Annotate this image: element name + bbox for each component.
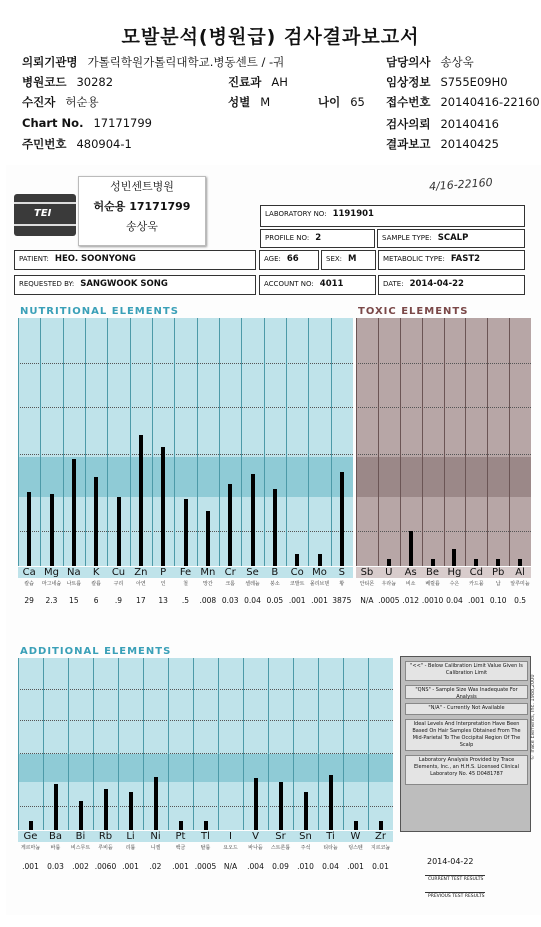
korean-I: 요오드 <box>223 845 238 851</box>
metabolic-box: METABOLIC TYPE: FAST2 <box>378 250 525 270</box>
value-W: .001 <box>347 862 364 871</box>
element-column <box>509 318 510 566</box>
element-column <box>293 658 294 830</box>
info-key: Chart No. <box>22 116 84 130</box>
toxic-chart <box>356 318 531 566</box>
value-Mn: .008 <box>199 596 217 605</box>
value-Al: 0.5 <box>514 596 527 605</box>
value-Co: .001 <box>288 596 306 605</box>
value-Hg: 0.04 <box>446 596 463 605</box>
symbol-Se: Se <box>241 567 263 578</box>
current-line <box>425 875 485 876</box>
symbol-S: S <box>331 567 353 578</box>
page-title: 모발분석(병원급) 검사결과보고서 <box>121 26 420 48</box>
element-column <box>343 658 344 830</box>
value-Rb: .0060 <box>94 862 117 871</box>
symbol-Pt: Pt <box>168 831 193 842</box>
korean-Sb: 안티몬 <box>359 581 375 587</box>
additional-chart <box>18 658 393 830</box>
info-value: AH <box>271 75 288 89</box>
element-column <box>368 658 369 830</box>
korean-S: 황 <box>339 581 345 587</box>
info-3-1 <box>386 116 499 132</box>
korean-B: 붕소 <box>269 581 280 587</box>
element-column <box>43 658 44 830</box>
korean-Mo: 몰리브덴 <box>309 581 330 587</box>
lab-logo: TEI <box>14 194 76 236</box>
element-column <box>118 658 119 830</box>
bar-Se <box>251 474 255 566</box>
symbol-Ge: Ge <box>18 831 43 842</box>
bar-Pb <box>496 559 500 566</box>
korean-Cu: 구리 <box>113 581 124 587</box>
symbol-Al: Al <box>509 567 531 578</box>
element-column <box>487 318 488 566</box>
previous-line <box>425 892 485 893</box>
bar-B <box>273 489 277 566</box>
korean-W: 텅스텐 <box>348 845 363 851</box>
korean-Co: 코발트 <box>289 581 305 587</box>
symbol-U: U <box>378 567 400 578</box>
bar-Li <box>129 792 133 830</box>
bar-V <box>254 778 258 830</box>
bar-Zn <box>139 435 143 566</box>
info-value: M <box>260 95 271 109</box>
element-column <box>218 658 219 830</box>
bar-S <box>340 472 344 566</box>
bar-Tl <box>204 821 208 830</box>
symbol-Mg: Mg <box>40 567 62 578</box>
symbol-Tl: Tl <box>193 831 218 842</box>
info-2-1 <box>228 94 270 110</box>
korean-Ni: 니켈 <box>150 845 161 851</box>
bar-Zr <box>379 821 383 830</box>
element-column <box>286 318 287 566</box>
legend-ideal: Ideal Levels And Interpretation Have Been Based On Hair Samples Obtained From The Mid-Parietal To The Occipital Region Of The Scalp <box>405 719 528 751</box>
element-column <box>197 318 198 566</box>
info-key: 주민번호 <box>22 137 67 151</box>
symbol-Hg: Hg <box>444 567 466 578</box>
grid-line <box>18 806 393 807</box>
korean-Ge: 게르마늄 <box>20 845 41 851</box>
info-key: 진료과 <box>228 75 262 89</box>
info-1-0 <box>22 74 113 90</box>
bar-Al <box>518 559 522 566</box>
bar-U <box>387 559 391 566</box>
symbol-Ti: Ti <box>318 831 343 842</box>
korean-U: 우라늄 <box>381 581 397 587</box>
element-column <box>93 658 94 830</box>
symbol-Zr: Zr <box>368 831 393 842</box>
korean-Sn: 주석 <box>300 845 311 851</box>
korean-V: 바나듐 <box>248 845 263 851</box>
element-column <box>264 318 265 566</box>
symbol-Li: Li <box>118 831 143 842</box>
element-column <box>18 318 19 566</box>
value-Cu: .9 <box>114 596 123 605</box>
element-column <box>85 318 86 566</box>
symbol-Mo: Mo <box>308 567 330 578</box>
info-value: 20140416 <box>440 117 499 131</box>
bar-As <box>409 531 413 566</box>
bar-Ba <box>54 784 58 830</box>
info-key: 검사의뢰 <box>386 117 431 131</box>
korean-Se: 셀레늄 <box>245 581 260 587</box>
value-Pb: 0.10 <box>489 596 507 605</box>
bar-Co <box>295 554 299 566</box>
symbol-Na: Na <box>63 567 85 578</box>
symbol-Fe: Fe <box>174 567 196 578</box>
korean-Tl: 탈륨 <box>200 845 211 851</box>
value-Ca: 29 <box>24 596 34 605</box>
lab-no-box: LABORATORY NO: 1191901 <box>260 205 525 227</box>
korean-Pb: 납 <box>495 581 501 587</box>
hospital-sticker <box>78 176 206 246</box>
nutritional-title: NUTRITIONAL ELEMENTS <box>20 306 179 317</box>
date-box: DATE: 2014-04-22 <box>378 275 525 295</box>
symbol-Cu: Cu <box>107 567 129 578</box>
korean-Rb: 루비듐 <box>98 845 113 851</box>
legend-na: "N/A" - Currently Not Available <box>405 703 528 715</box>
symbol-I: I <box>218 831 243 842</box>
korean-Be: 베릴륨 <box>425 581 440 587</box>
value-Na: 15 <box>69 596 79 605</box>
info-3-0 <box>22 116 152 130</box>
element-column <box>18 658 19 830</box>
value-Ba: 0.03 <box>47 862 64 871</box>
info-2-3 <box>386 94 540 110</box>
korean-Sr: 스트론튬 <box>270 845 291 851</box>
value-Sn: .010 <box>297 862 314 871</box>
element-column <box>444 318 445 566</box>
symbol-Sb: Sb <box>356 567 378 578</box>
symbol-Be: Be <box>422 567 444 578</box>
additional-title: ADDITIONAL ELEMENTS <box>20 646 172 657</box>
info-key: 임상정보 <box>386 75 431 89</box>
info-value: 20140416-22160 <box>440 95 540 109</box>
element-column <box>63 318 64 566</box>
value-Se: 0.04 <box>244 596 261 605</box>
element-column <box>152 318 153 566</box>
bar-Rb <box>104 789 108 830</box>
value-Tl: .0005 <box>194 862 217 871</box>
info-0-0 <box>22 54 284 70</box>
value-S: 3875 <box>332 596 352 605</box>
legend-calibration: "<<" - Below Calibration Limit Value Given Is Calibration Limit <box>405 661 528 681</box>
value-K: 6 <box>93 596 99 605</box>
value-Cr: 0.03 <box>221 596 239 605</box>
requested-box: REQUESTED BY: SANGWOOK SONG <box>14 275 256 295</box>
info-key: 성별 <box>228 95 251 109</box>
info-0-1 <box>386 54 474 70</box>
korean-Na: 나트륨 <box>66 581 82 587</box>
symbol-Rb: Rb <box>93 831 118 842</box>
info-key: 접수번호 <box>386 95 431 109</box>
element-column <box>241 318 242 566</box>
symbol-V: V <box>243 831 268 842</box>
account-box: ACCOUNT NO: 4011 <box>259 275 376 295</box>
value-Li: .001 <box>122 862 139 871</box>
patient-box: PATIENT: HEO. SOONYONG <box>14 250 256 270</box>
sticker-doctor: 송상욱 <box>126 220 158 233</box>
korean-Zn: 아연 <box>135 581 146 587</box>
value-Zr: 0.01 <box>372 862 389 871</box>
info-key: 수진자 <box>22 95 56 109</box>
profile-box: PROFILE NO: 2 <box>260 229 375 248</box>
bar-Cr <box>228 484 232 566</box>
element-column <box>308 318 309 566</box>
korean-Fe: 철 <box>183 581 188 587</box>
element-column <box>268 658 269 830</box>
korean-Ca: 칼슘 <box>24 581 34 587</box>
value-Cd: .001 <box>467 596 485 605</box>
korean-P: 인 <box>160 581 166 587</box>
bar-Sn <box>304 792 308 830</box>
info-4-0 <box>22 136 132 152</box>
korean-As: 비소 <box>405 581 416 587</box>
symbol-K: K <box>85 567 107 578</box>
symbol-Bi: Bi <box>68 831 93 842</box>
bar-Mg <box>50 494 54 566</box>
korean-Hg: 수은 <box>449 581 460 587</box>
symbol-Pb: Pb <box>487 567 509 578</box>
bar-W <box>354 821 358 830</box>
symbol-Zn: Zn <box>130 567 152 578</box>
legend-lab: Laboratory Analysis Provided by Trace Elements, Inc., an H.H.S. Licensed Clinical Laboratory No. 45 D0481787 <box>405 755 528 785</box>
korean-K: 칼륨 <box>91 581 101 587</box>
symbol-Ni: Ni <box>143 831 168 842</box>
bar-Cd <box>474 559 478 566</box>
symbol-Co: Co <box>286 567 308 578</box>
korean-Mn: 망간 <box>202 581 213 587</box>
info-key: 병원코드 <box>22 75 67 89</box>
element-column <box>168 658 169 830</box>
value-P: 13 <box>158 596 168 605</box>
bar-Mo <box>318 554 322 566</box>
grid-line <box>18 454 353 455</box>
element-column <box>378 318 379 566</box>
element-column <box>174 318 175 566</box>
info-value: 65 <box>350 95 365 109</box>
korean-Li: 리튬 <box>125 845 136 851</box>
symbol-B: B <box>264 567 286 578</box>
info-value: 30282 <box>76 75 114 89</box>
info-value: 허순용 <box>65 95 99 109</box>
current-label: CURRENT TEST RESULTS <box>428 877 484 882</box>
info-value: 가톨릭학원가톨릭대학교.병동센트 / -궈 <box>87 55 285 69</box>
sample-box: SAMPLE TYPE: SCALP <box>377 229 525 248</box>
element-column <box>356 318 357 566</box>
symbol-Sn: Sn <box>293 831 318 842</box>
korean-Al: 알루미늄 <box>510 581 530 587</box>
bar-Na <box>72 459 76 566</box>
info-key: 담당의사 <box>386 55 431 69</box>
value-Bi: .002 <box>72 862 89 871</box>
value-B: 0.05 <box>266 596 284 605</box>
value-V: .004 <box>247 862 264 871</box>
toxic-title: TOXIC ELEMENTS <box>358 306 469 317</box>
value-Pt: .001 <box>172 862 189 871</box>
grid-line <box>18 363 353 364</box>
bar-Ge <box>29 821 33 830</box>
korean-Bi: 비스무트 <box>70 845 91 851</box>
value-I: N/A <box>223 862 238 871</box>
report-header <box>0 0 541 160</box>
bar-Fe <box>184 499 188 566</box>
sticker-hospital: 성빈센트병원 <box>110 180 174 193</box>
previous-label: PREVIOUS TEST RESULTS <box>428 894 485 899</box>
element-column <box>243 658 244 830</box>
element-column <box>465 318 466 566</box>
korean-Cr: 크롬 <box>225 581 235 587</box>
info-1-1 <box>228 74 288 90</box>
element-column <box>107 318 108 566</box>
korean-Ba: 바륨 <box>50 845 61 851</box>
value-Zn: 17 <box>136 596 146 605</box>
element-column <box>422 318 423 566</box>
element-column <box>68 658 69 830</box>
info-1-2 <box>386 74 508 90</box>
symbol-Ca: Ca <box>18 567 40 578</box>
value-Ni: .02 <box>149 862 162 871</box>
korean-Pt: 백금 <box>175 845 186 851</box>
korean-Zr: 지르코늄 <box>370 845 391 851</box>
element-column <box>400 318 401 566</box>
info-value: 17171799 <box>93 116 152 130</box>
grid-line <box>18 407 353 408</box>
info-value: 480904-1 <box>76 137 132 151</box>
sex-box: SEX: M <box>321 250 376 270</box>
info-value: S755E09H0 <box>440 75 508 89</box>
element-column <box>130 318 131 566</box>
info-2-0 <box>22 94 99 110</box>
value-U: .0005 <box>378 596 400 605</box>
copyright: © Trace Elements, Inc. 1988,2000 <box>530 674 536 760</box>
info-4-1 <box>386 136 499 152</box>
symbol-Sr: Sr <box>268 831 293 842</box>
bar-K <box>94 477 98 566</box>
element-column <box>143 658 144 830</box>
value-Mo: .001 <box>311 596 328 605</box>
bar-Sr <box>279 782 283 830</box>
bar-Cu <box>117 497 121 566</box>
symbol-W: W <box>343 831 368 842</box>
bar-Hg <box>452 549 456 566</box>
element-column <box>331 318 332 566</box>
age-box: AGE: 66 <box>259 250 319 270</box>
handwritten-note: 4/16-22160 <box>428 175 494 194</box>
element-column <box>318 658 319 830</box>
value-Sr: 0.09 <box>272 862 289 871</box>
reference-band <box>18 754 393 782</box>
info-key: 결과보고 <box>386 137 431 151</box>
value-Ti: 0.04 <box>322 862 339 871</box>
korean-Cd: 카드뮴 <box>469 581 484 587</box>
info-key: 나이 <box>318 95 341 109</box>
value-Be: .0010 <box>421 596 444 605</box>
symbol-As: As <box>400 567 422 578</box>
legend-box <box>400 656 531 832</box>
symbol-Ba: Ba <box>43 831 68 842</box>
bar-Be <box>431 559 435 566</box>
bar-Mn <box>206 511 210 566</box>
bar-Bi <box>79 801 83 830</box>
symbol-Cd: Cd <box>465 567 487 578</box>
info-value: 송상욱 <box>440 55 474 69</box>
bar-Pt <box>179 821 183 830</box>
value-As: .012 <box>402 596 420 605</box>
element-column <box>193 658 194 830</box>
info-2-2 <box>318 94 365 110</box>
symbol-Mn: Mn <box>197 567 219 578</box>
grid-line <box>18 689 393 690</box>
korean-Mg: 마그네슘 <box>41 581 62 587</box>
value-Ge: .001 <box>22 862 39 871</box>
value-Fe: .5 <box>181 596 190 605</box>
value-Mg: 2.3 <box>45 596 58 605</box>
bar-Ca <box>27 492 31 566</box>
info-key: 의뢰기관명 <box>22 55 78 69</box>
legend-qns: "QNS" - Sample Size Was Inadequate For Analysis <box>405 685 528 699</box>
sticker-patient: 허순용 17171799 <box>93 200 191 213</box>
symbol-Cr: Cr <box>219 567 241 578</box>
bar-Ni <box>154 777 158 830</box>
korean-Ti: 티타늄 <box>323 845 338 851</box>
reference-band <box>18 457 353 497</box>
element-column <box>40 318 41 566</box>
nutritional-chart <box>18 318 353 566</box>
grid-line <box>18 720 393 721</box>
footer-date: 2014-04-22 <box>427 857 474 866</box>
value-Sb: N/A <box>360 596 374 605</box>
bar-P <box>161 447 165 566</box>
symbol-P: P <box>152 567 174 578</box>
bar-Ti <box>329 775 333 830</box>
info-value: 20140425 <box>440 137 499 151</box>
element-column <box>219 318 220 566</box>
